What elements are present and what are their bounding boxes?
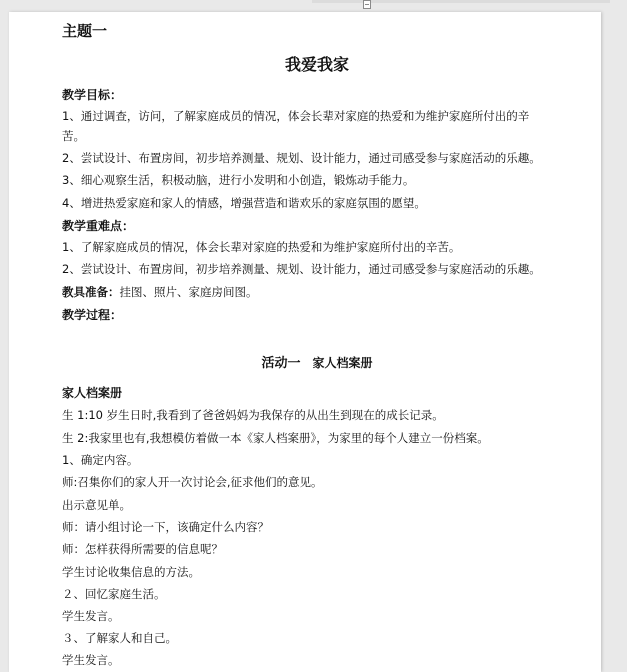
prep-text: 挂图、照片、家庭房间图。 bbox=[119, 285, 258, 299]
goal-line: 苦。 bbox=[62, 129, 85, 143]
key-point-line: 1、了解家庭成员的情况，体会长辈对家庭的热爱和为维护家庭所付出的辛苦。 bbox=[62, 240, 461, 254]
activity-number: 活动一 bbox=[261, 356, 301, 371]
theme-label: 主题一 bbox=[62, 22, 108, 40]
top-ruler-bar bbox=[0, 0, 627, 12]
activity-title bbox=[62, 352, 572, 371]
column-resize-handle[interactable] bbox=[363, 0, 371, 9]
body-line: 学生发言。 bbox=[62, 653, 120, 667]
goal-line: 3、细心观察生活，积极动脑，进行小发明和小创造，锻炼动手能力。 bbox=[62, 173, 415, 187]
body-line: ２、回忆家庭生活。 bbox=[62, 587, 166, 601]
ruler-strip bbox=[312, 0, 610, 3]
body-line: 生 1:10 岁生日时,我看到了爸爸妈妈为我保存的从出生到现在的成长记录。 bbox=[62, 408, 444, 422]
document-page bbox=[9, 12, 601, 672]
body-line: 师：请小组讨论一下，该确定什么内容？ bbox=[62, 520, 269, 534]
body-line: 学生讨论收集信息的方法。 bbox=[62, 565, 200, 579]
body-line: 生 2:我家里也有,我想模仿着做一本《家人档案册》，为家里的每个人建立一份档案。 bbox=[62, 431, 489, 445]
goal-line: 1、通过调查，访问，了解家庭成员的情况，体会长辈对家庭的热爱和为维护家庭所付出的辛 bbox=[62, 109, 530, 123]
body-line: 学生发言。 bbox=[62, 609, 120, 623]
right-gutter bbox=[601, 12, 627, 662]
goal-line: 4、增进热爱家庭和家人的情感，增强营造和谐欢乐的家庭氛围的愿望。 bbox=[62, 196, 426, 210]
process-heading: 教学过程： bbox=[62, 308, 123, 322]
body-line: 师:召集你们的家人开一次讨论会,征求他们的意见。 bbox=[62, 475, 323, 489]
body-line: ３、了解家人和自己。 bbox=[62, 631, 177, 645]
goal-line: 2、尝试设计、布置房间，初步培养测量、规划、设计能力，通过司感受参与家庭活动的乐趣。 bbox=[62, 151, 541, 165]
activity-subtitle: 家人档案册 bbox=[312, 356, 373, 370]
prep-heading: 教具准备： bbox=[62, 285, 120, 299]
body-line: 师：怎样获得所需要的信息呢？ bbox=[62, 542, 223, 556]
body-line: 1、确定内容。 bbox=[62, 453, 139, 467]
page-title: 我爱我家 bbox=[284, 55, 349, 74]
key-points-heading: 教学重难点： bbox=[62, 219, 135, 233]
section-heading: 家人档案册 bbox=[62, 386, 123, 400]
body-line: 出示意见单。 bbox=[62, 498, 131, 512]
key-point-line: 2、尝试设计、布置房间，初步培养测量、规划、设计能力，通过司感受参与家庭活动的乐趣。 bbox=[62, 262, 541, 276]
prep-line bbox=[62, 284, 258, 300]
goals-heading: 教学目标： bbox=[62, 88, 123, 102]
